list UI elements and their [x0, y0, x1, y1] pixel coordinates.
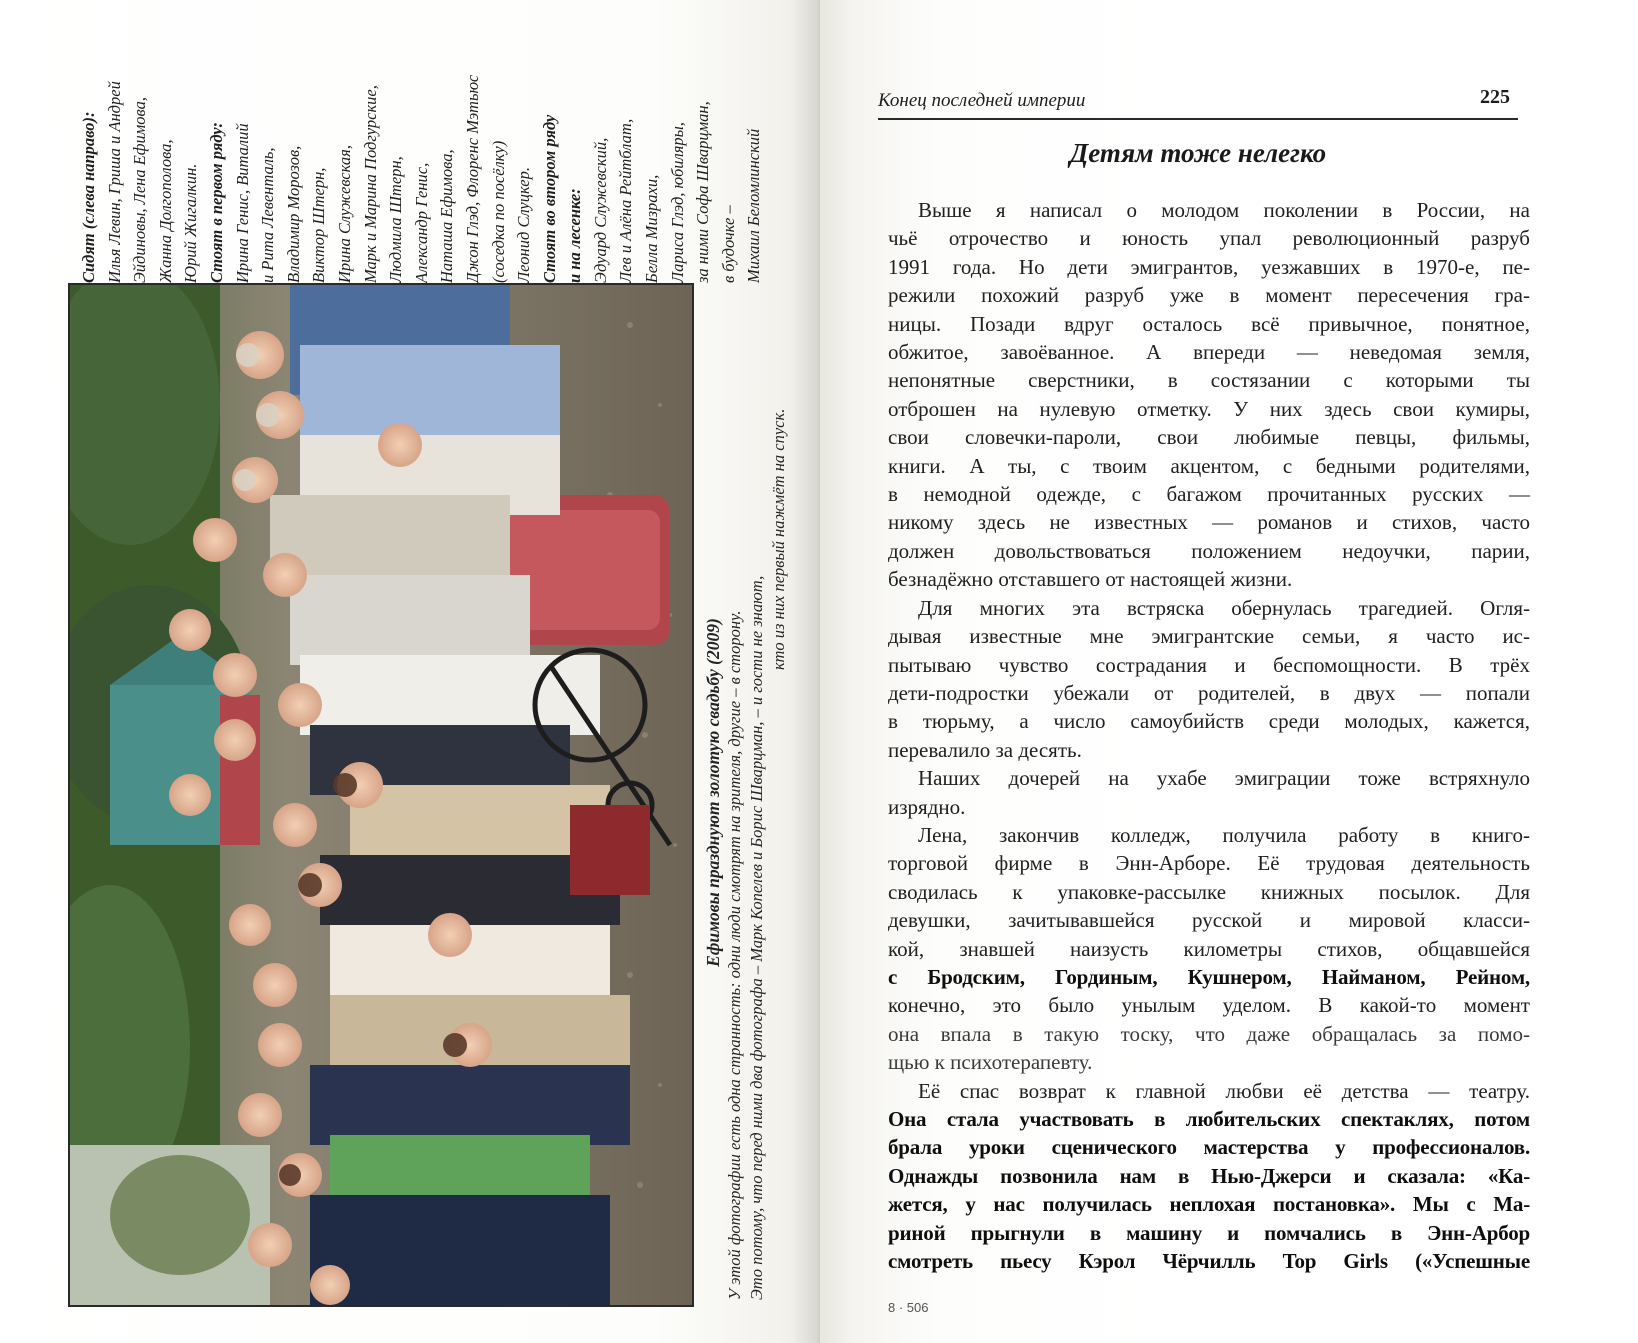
names-caption-line: Ирина Служевская, — [334, 145, 354, 283]
body-text-line: Выше я написал о молодом поколении в России, на — [918, 198, 1530, 222]
photo-caption-line: кто из них первый нажмёт на спуск. — [769, 408, 788, 670]
body-text-line: риной прыгнули в машину и помчались в Энн-Арбор — [888, 1220, 1530, 1245]
running-head — [878, 86, 1518, 116]
body-text-line: конечно, это было унылым уделом. В какой-то момент — [888, 993, 1530, 1018]
names-caption-line: Жанна Долгополова, — [155, 139, 175, 283]
body-text-line: 1991 года. Но дети эмигрантов, уезжавших в 1970-е, пе- — [888, 254, 1530, 279]
body-text-line: в немодной одежде, с багажом прочитанных русских — — [888, 482, 1530, 507]
names-caption-line: Лариса Глэд, юбиляры, — [667, 122, 687, 283]
body-text-line: дывая известные мне эмигрантские семьи, я часто ис- — [888, 624, 1530, 649]
group-photo — [68, 283, 694, 1307]
body-text-line: Наших дочерей на ухабе эмиграции тоже встряхнуло — [918, 766, 1530, 791]
printer-signature-mark: 8 · 506 — [888, 1300, 929, 1315]
photo-names-caption — [76, 35, 764, 283]
body-text-line: ницы. Позади вдруг осталось всё привычное, понятное, — [888, 311, 1530, 336]
body-text-line: свои словечки-пароли, свои любимые певцы, фильмы, — [888, 425, 1530, 450]
names-caption-line: Ирина Генис, Виталий — [232, 123, 252, 283]
body-text-line: Она стала участвовать в любительских спектаклях, потом — [888, 1107, 1530, 1131]
body-text-line: отброшен на нулевую отметку. У них здесь свои кумиры, — [888, 396, 1530, 421]
body-text — [888, 196, 1530, 1275]
body-text-line: безнадёжно отставшего от настоящей жизни. — [888, 567, 1293, 592]
body-text-line: щью к психотерапевту. — [888, 1050, 1093, 1075]
names-caption-line: в будочке – — [718, 205, 738, 283]
names-caption-line: (соседка по посёлку) — [488, 140, 508, 283]
names-caption-line: Наташа Ефимова, — [437, 149, 457, 283]
body-text-line: Лена, закончив колледж, получила работу в книго- — [918, 822, 1530, 847]
names-caption-line: Юрий Жигалкин. — [181, 163, 201, 283]
body-text-line: никому здесь не известных — романов и стихов, часто — [888, 510, 1530, 535]
names-caption-line: Михаил Беломлинский — [744, 128, 764, 283]
photo-caption-line: У этой фотографии есть одна странность: одни люди смотрят на зрителя, другие – в сторону. — [725, 610, 744, 1300]
wheelchair-seat — [570, 805, 650, 895]
names-caption-line: Белла Мизрахи, — [642, 174, 662, 283]
body-text-line: смотреть пьесу Кэрол Чёрчилль Top Girls («Успешные — [888, 1249, 1530, 1274]
names-caption-line: и Рита Левенталь, — [258, 147, 278, 283]
names-caption-line: Эйдиновы, Лена Ефимова, — [130, 97, 150, 283]
header-rule — [878, 118, 1518, 120]
names-caption-line: Джон Глэд, Флоренс Мэтьюс — [462, 74, 482, 283]
names-caption-line: Эдуард Служевский, — [590, 137, 610, 283]
body-text-line: Однажды позвонила нам в Нью-Джерси и сказала: «Ка- — [888, 1163, 1530, 1188]
running-title: Конец последней империи — [878, 90, 1086, 111]
body-text-line: жется, у нас получилась неплохая постановка». Мы с Ма- — [888, 1192, 1530, 1217]
body-text-line: книги. А ты, с твоим акцентом, с бедными родителями, — [888, 453, 1530, 478]
photo-caption-title: Ефимовы празднуют золотую свадьбу (2009) — [703, 618, 723, 967]
body-text-line: чьё отрочество и юность упал революционный разруб — [888, 226, 1530, 251]
body-text-line: непонятные сверстники, в состязании с которыми ты — [888, 368, 1530, 393]
names-caption-line: за ними Софа Шварцман, — [693, 101, 713, 283]
body-text-line: перевалило за десять. — [888, 737, 1082, 762]
body-text-line: девушки, зачитывавшейся русской и мировой класси- — [888, 908, 1530, 933]
photo-caption — [702, 285, 790, 1300]
body-text-line: дети-подростки убежали от родителей, в двух — попали — [888, 680, 1530, 705]
body-text-line: Её спас возврат к главной любви её детства — театру. — [918, 1078, 1530, 1103]
body-text-line: торговой фирме в Энн-Арборе. Её трудовая деятельность — [888, 851, 1530, 876]
body-text-line: она впала в такую тоску, что даже обращалась за помо- — [888, 1021, 1530, 1046]
body-text-line: Для многих эта встряска обернулась трагедией. Огля- — [918, 595, 1530, 620]
body-text-line: с Бродским, Гординым, Кушнером, Найманом, Рейном, — [888, 964, 1530, 989]
names-caption-line: Лев и Алёна Рейтблат, — [616, 118, 636, 283]
names-caption-heading: Стоят во втором ряду — [539, 114, 559, 283]
photo-caption-line: Это потому, что перед ними два фотографа – Марк Копелев и Борис Шварцман, – и гости не знают, — [747, 575, 766, 1300]
group-photo-illustration — [70, 285, 692, 1305]
body-text-line: в тюрьму, а число самоубийств среди молодых, кажется, — [888, 709, 1530, 734]
chapter-title: Детям тоже нелегко — [1069, 138, 1327, 168]
page-number: 225 — [1480, 86, 1510, 108]
names-caption-line: Александр Генис, — [411, 162, 431, 283]
names-caption-heading: и на лесенке: — [565, 188, 585, 283]
names-caption-line: Владимир Морозов, — [283, 145, 303, 283]
body-text-line: обжитое, завоёванное. А впереди — неведомая земля, — [888, 340, 1530, 365]
names-caption-heading: Сидят (слева направо): — [79, 111, 98, 283]
names-caption-line: Илья Левин, Гриша и Андрей — [104, 81, 124, 283]
names-caption-line: Виктор Штерн, — [309, 167, 329, 283]
body-text-line: сводилась к упаковке-рассылке книжных посылок. Для — [888, 879, 1530, 904]
body-text-line: режили похожий разруб уже в момент пересечения гра- — [888, 283, 1530, 308]
names-caption-line: Марк и Марина Подгурские, — [360, 85, 380, 283]
body-text-line: должен довольствоваться положением недоучки, парии, — [888, 538, 1530, 563]
body-text-line: пытываю чувство сострадания и беспомощности. В трёх — [888, 652, 1530, 677]
body-text-line: кой, знавшей наизусть километры стихов, общавшейся — [888, 936, 1530, 961]
body-text-line: брала уроки сценического мастерства у профессионалов. — [888, 1135, 1530, 1160]
names-caption-heading: Стоят в первом ряду: — [206, 122, 226, 283]
body-text-line: изрядно. — [888, 794, 966, 819]
names-caption-line: Леонид Слуцкер. — [514, 167, 534, 283]
names-caption-line: Людмила Штерн, — [386, 156, 406, 283]
